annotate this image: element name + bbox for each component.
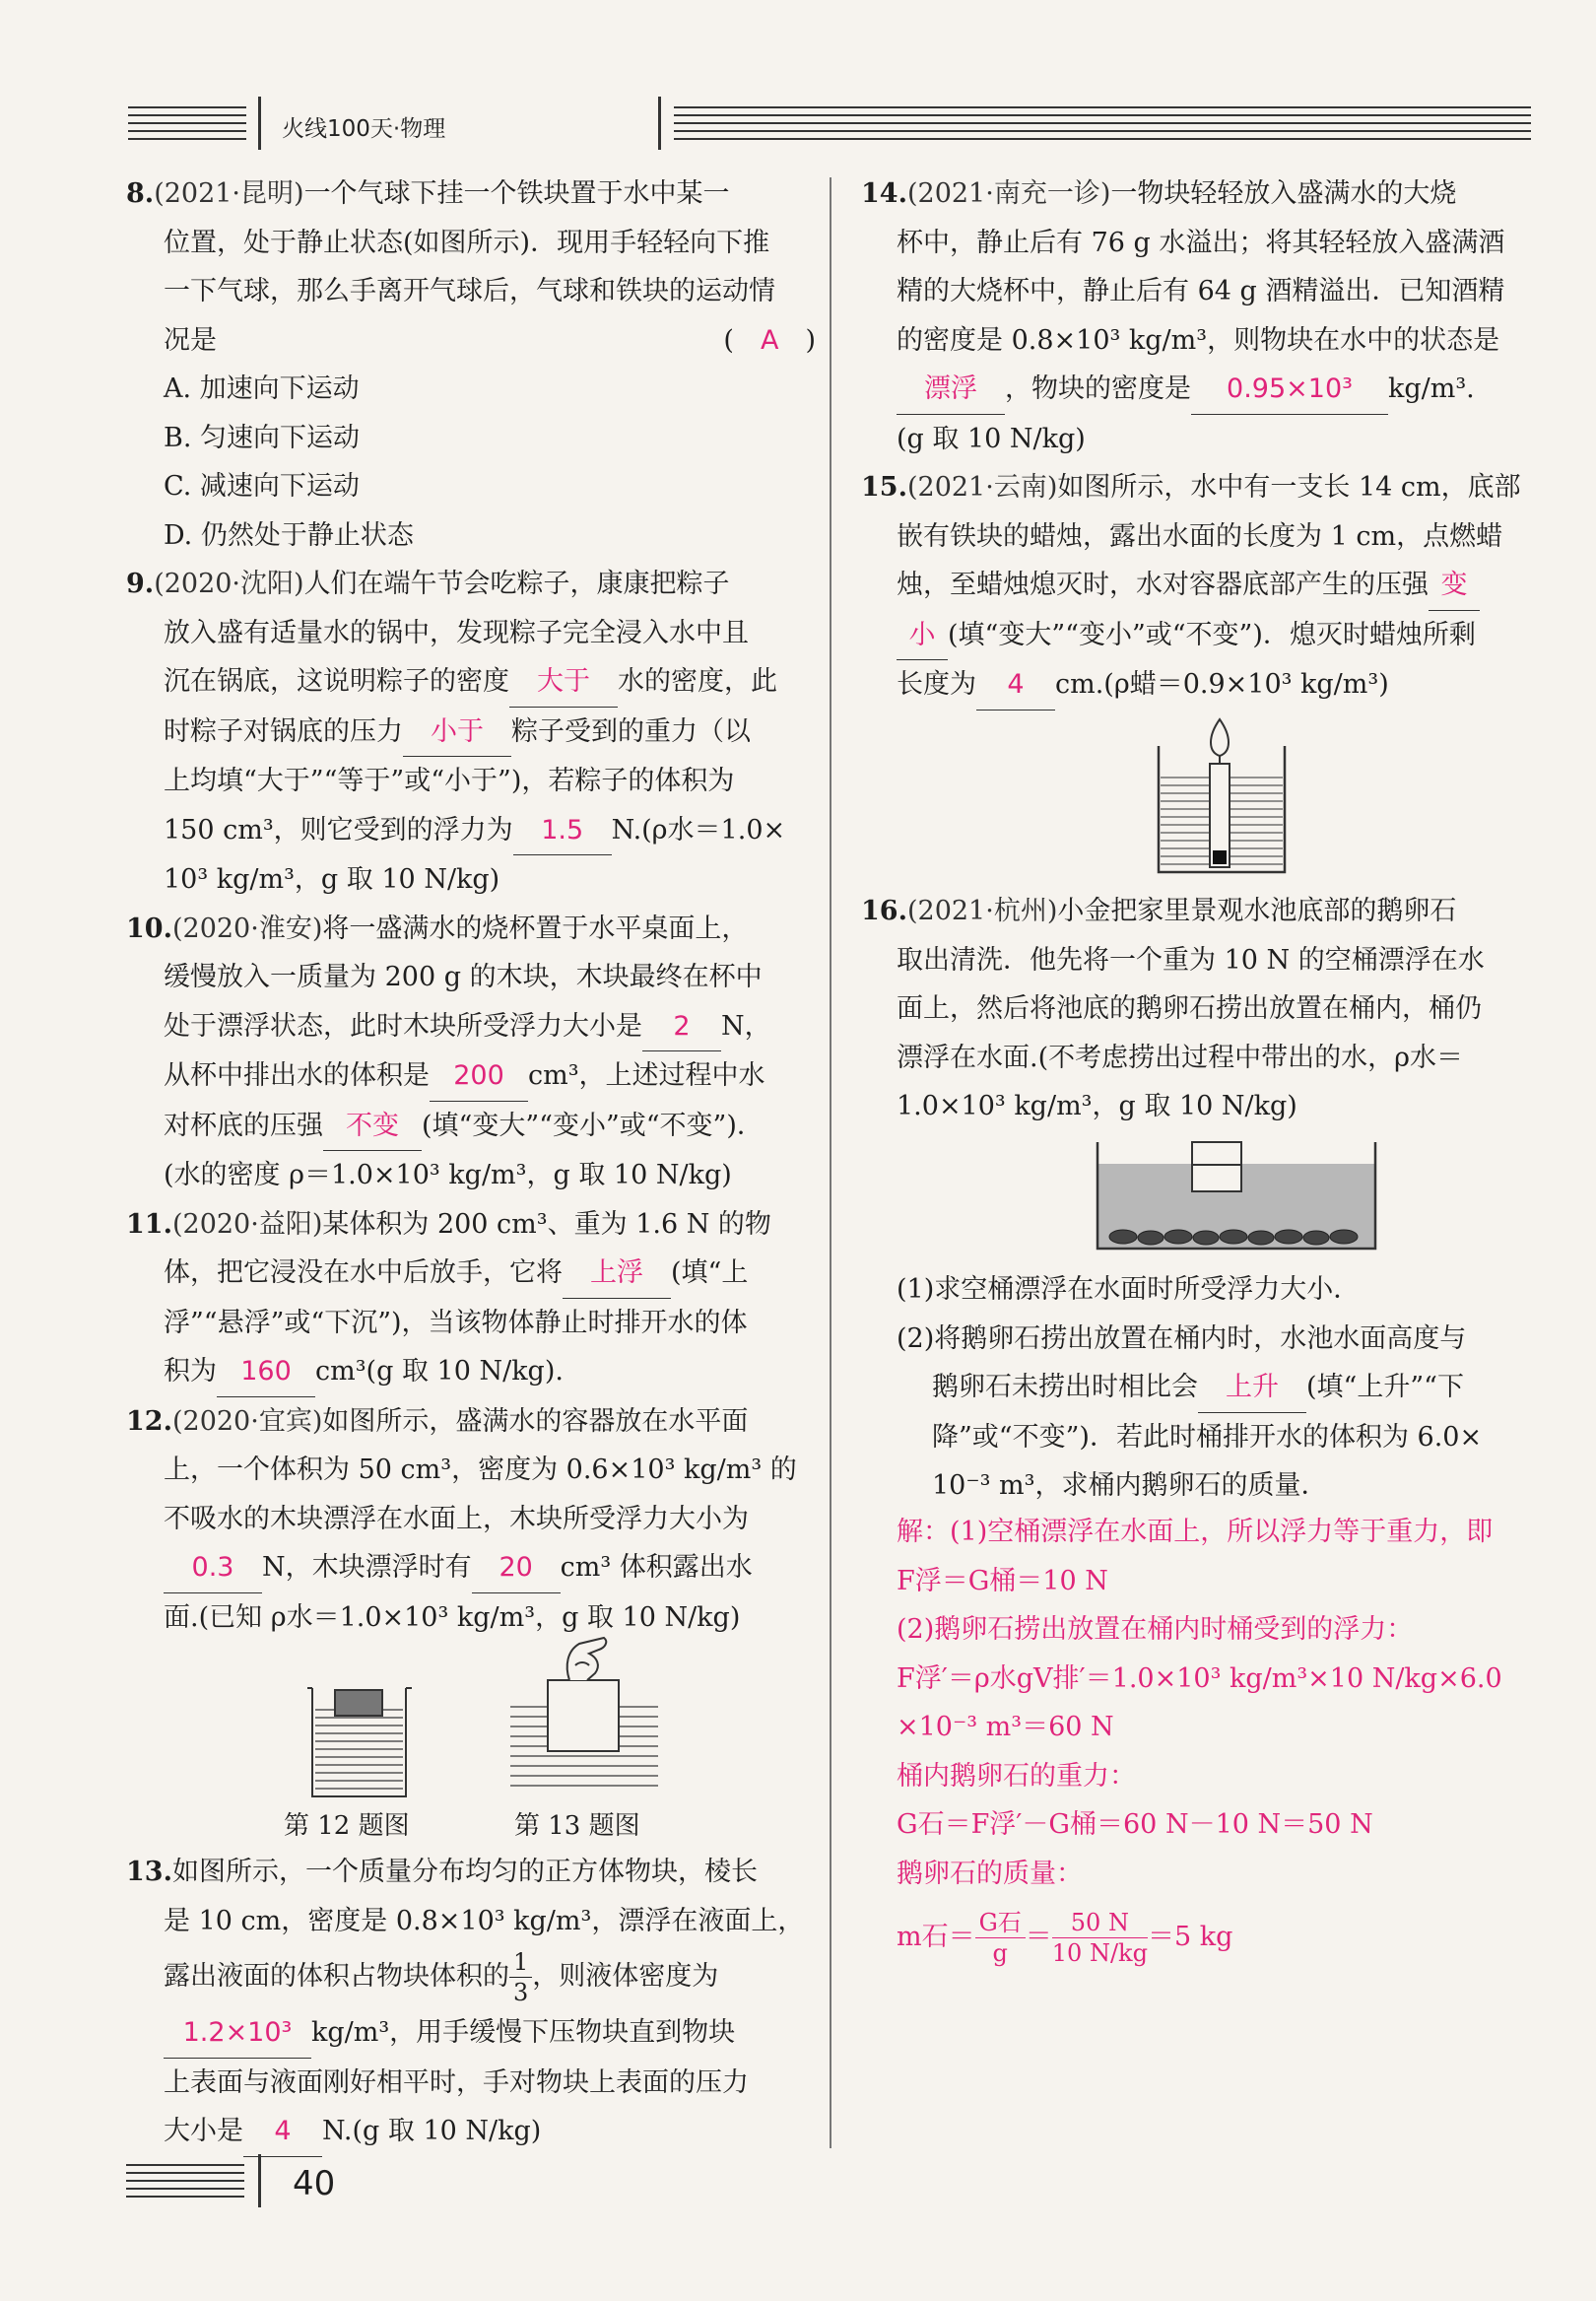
q15-blank-1b: 小: [897, 611, 948, 661]
question-11: 11.(2020·益阳)某体积为 200 cm³、重为 1.6 N 的物 体，把它浸没在水中后放手，它将 上浮 (填“上 浮”“悬浮”或“下沉”)，当该物体静止时排开水的体 积为 160 cm³(g 取 10 N/kg).: [126, 1200, 816, 1397]
q12-blank-2: 20: [472, 1543, 561, 1593]
q8-option-c: C. 减速向下运动: [164, 471, 360, 502]
figure-16: [1094, 1138, 1379, 1252]
q13-blank-1: 1.2×10³: [164, 2008, 311, 2059]
q8-option-d: D. 仍然处于静止状态: [164, 519, 414, 551]
q8-answer: A: [760, 324, 779, 356]
figure-13: [510, 1636, 658, 1803]
question-15: 15.(2021·云南)如图所示，水中有一支长 14 cm，底部 嵌有铁块的蜡烛，露出水面的长度为 1 cm，点燃蜡 烛，至蜡烛熄灭时，水对容器底部产生的压强 变 小 (填“变大”“变小”或“不变”)．熄灭时蜡烛所剩 长度为 4 cm.(ρ蜡＝0.9×10³ kg/m³): [861, 463, 1551, 711]
figure-13-label: 第 13 题图: [514, 1811, 640, 1841]
solution: 解：(1)空桶漂浮在水面上，所以浮力等于重力，即 F浮＝G桶＝10 N (2)鹅卵石捞出放置在桶内时桶受到的浮力： F浮′＝ρ水gV排′＝1.0×10³ kg/m³×10 N/kg×6.0 ×10⁻³ m³＝60 N 桶内鹅卵石的重力： G石＝F浮′－G桶＝60 N－10 N＝50 N 鹅卵石的质量： m石＝ $\frac{\text{G石}}{g}$ ＝ $\frac{50 N}{10 N/kg}$ ＝5 kg: [897, 1517, 1502, 1967]
q16-part-2: (2)将鹅卵石捞出放置在桶内时，水池水面高度与: [897, 1322, 1467, 1354]
question-13: 13.如图所示，一个质量分布均匀的正方体物块，棱长 是 10 cm，密度是 0.8×10³ kg/m³，漂浮在液面上， 露出液面的体积占物块体积的 $\frac{1}{3}$ ，则液体密度为 1.2×10³ kg/m³，用手缓慢下压物块直到物块 上表面与液面刚好相平时，手对物块上表面的压力 大小是 4 N.(g 取 10 N/kg): [126, 1848, 816, 2157]
figure-12: [307, 1680, 416, 1803]
page-number: 40: [293, 2164, 336, 2203]
q8-option-b: B. 匀速向下运动: [164, 422, 361, 453]
q15-blank-1a: 变: [1429, 561, 1480, 611]
question-16: 16.(2021·杭州)小金把家里景观水池底部的鹅卵石 取出清洗．他先将一个重为 10 N 的空桶漂浮在水 面上，然后将池底的鹅卵石捞出放置在桶内，桶仍 漂浮在水面.(不考虑捞出过程中带出的水，ρ水＝ 1.0×10³ kg/m³，g 取 10 N/kg): [861, 896, 1485, 1121]
q11-blank-1: 上浮: [563, 1249, 671, 1299]
question-14: 14.(2021·南充一诊)一物块轻轻放入盛满水的大烧 杯中，静止后有 76 g 水溢出；将其轻轻放入盛满酒 精的大烧杯中，静止后有 64 g 酒精溢出．已知酒精 的密度是 0.8×10³ kg/m³，则物块在水中的状态是 漂浮 ，物块的密度是 0.95×10³ kg/m³. (g 取 10 N/kg): [861, 178, 1505, 454]
left-column: [126, 169, 816, 1642]
q13-blank-2: 4: [243, 2107, 322, 2157]
q16-part-1: (1)求空桶漂浮在水面时所受浮力大小．: [897, 1274, 1361, 1305]
question-9: 9.(2020·沈阳)人们在端午节会吃粽子，康康把粽子 放入盛有适量水的锅中，发现粽子完全浸入水中且 沉在锅底，这说明粽子的密度 大于 水的密度，此 时粽子对锅底的压力 小于 粽子受到的重力（以 上均填“大于”“等于”或“小于”)，若粽子的体积为 150 cm³，则它受到的浮力为 1.5 N.(ρ水＝1.0× 10³ kg/m³，g 取 10 N/kg): [126, 569, 786, 895]
q10-blank-3: 不变: [323, 1102, 422, 1152]
q10-blank-1: 2: [642, 1002, 721, 1052]
figure-12-label: 第 12 题图: [284, 1811, 410, 1841]
header-divider-2: [658, 97, 661, 150]
header-divider: [258, 97, 261, 150]
q13-fraction: $\frac{1}{3}$: [509, 1947, 532, 2007]
question-16-parts: (1)求空桶漂浮在水面时所受浮力大小． (2)将鹅卵石捞出放置在桶内时，水池水面高度与 鹅卵石未捞出时相比会 上升 (填“上升”“下 降”或“不变”)．若此时桶排开水的体积为 6.0× 10⁻³ m³，求桶内鹅卵石的质量．: [897, 1265, 1547, 1511]
q14-blank-2: 0.95×10³: [1191, 365, 1388, 415]
column-divider: [830, 177, 831, 2148]
q8-option-a: A. 加速向下运动: [164, 373, 360, 404]
figure-15: [1153, 714, 1291, 877]
question-12: 12.(2020·宜宾)如图所示，盛满水的容器放在水平面 上，一个体积为 50 cm³，密度为 0.6×10³ kg/m³ 的 不吸水的木块漂浮在水面上，木块所受浮力大小为 0.3 N，木块漂浮时有 20 cm³ 体积露出水 面.(已知 ρ水＝1.0×10³ kg/m³，g 取 10 N/kg): [126, 1405, 797, 1633]
footer-divider: [258, 2154, 261, 2207]
question-8: 8.(2021·昆明)一个气球下挂一个铁块置于水中某一 位置，处于静止状态(如图所示)．现用手轻轻向下推 一下气球，那么手离开气球后，气球和铁块的运动情 况是 ( A ) A. 加速向下运动 B. 匀速向下运动 C. 减速向下运动 D. 仍然处于静止状态: [126, 169, 816, 560]
q14-blank-1: 漂浮: [897, 365, 1005, 415]
q9-blank-3: 1.5: [513, 806, 612, 856]
solution-fraction-2: $\frac{50 N}{10 N/kg}$: [1051, 1909, 1148, 1967]
q16-blank-1: 上升: [1198, 1363, 1306, 1413]
question-10: 10.(2020·淮安)将一盛满水的烧杯置于水平桌面上， 缓慢放入一质量为 200 g 的木块，木块最终在杯中 处于漂浮状态，此时木块所受浮力大小是 2 N， 从杯中排出水的体积是 200 cm³，上述过程中水 对杯底的压强 不变 (填“变大”“变小”或“不变”)． (水的密度 ρ＝1.0×10³ kg/m³，g 取 10 N/kg): [126, 913, 771, 1190]
q9-blank-1: 大于: [509, 657, 618, 708]
q10-blank-2: 200: [430, 1051, 528, 1102]
right-column: [861, 169, 1551, 711]
header-title: 火线100天·物理: [282, 116, 446, 142]
q9-blank-2: 小于: [403, 708, 511, 758]
q12-blank-1: 0.3: [164, 1543, 262, 1593]
q15-blank-2: 4: [976, 660, 1055, 711]
solution-fraction-1: $\frac{\text{G石}}{g}$: [975, 1908, 1026, 1968]
q11-blank-2: 160: [217, 1347, 315, 1397]
